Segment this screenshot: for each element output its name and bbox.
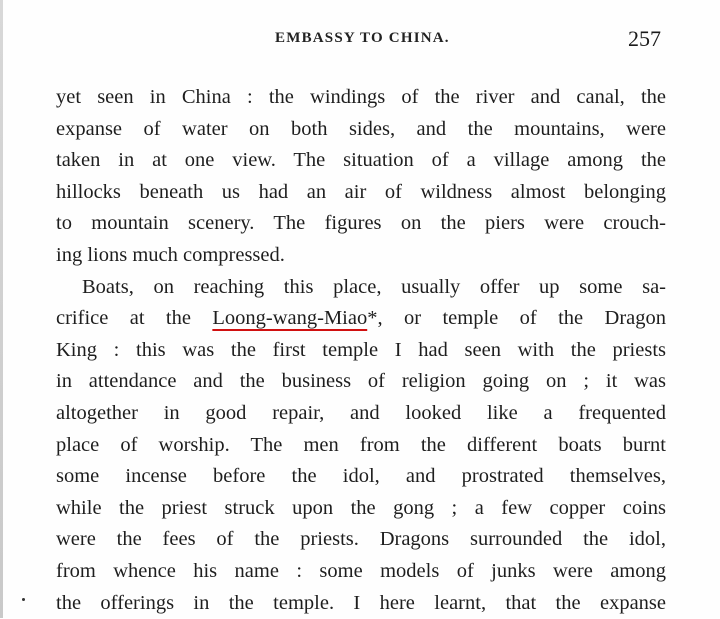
text-line: expanse of water on both sides, and the mountains, were [56, 114, 666, 146]
text-line: from whence his name : some models of junks were among [56, 556, 666, 588]
highlighted-term: Loong-wang-Miao [212, 307, 367, 329]
text-line: ing lions much compressed. [56, 240, 666, 272]
page-number: 257 [628, 26, 661, 52]
text-line: King : this was the first temple I had seen with the priests [56, 335, 666, 367]
running-head-title: EMBASSY TO CHINA. [275, 30, 450, 47]
line-segment: crifice at the [56, 307, 212, 329]
text-line: in attendance and the business of religion going on ; it was [56, 366, 666, 398]
text-line: to mountain scenery. The figures on the piers were crouch- [56, 208, 666, 240]
text-line: yet seen in China : the windings of the river and canal, the [56, 82, 666, 114]
text-line: taken in at one view. The situation of a village among the [56, 145, 666, 177]
line-segment: *, or temple of the Dragon [367, 307, 666, 329]
page-edge-divider [0, 0, 3, 618]
text-line-with-highlight [56, 303, 666, 335]
margin-mark [22, 598, 25, 601]
text-line: altogether in good repair, and looked like a frequented [56, 398, 666, 430]
text-line: were the fees of the priests. Dragons surrounded the idol, [56, 524, 666, 556]
paragraph-start-line: Boats, on reaching this place, usually offer up some sa- [56, 272, 666, 304]
body-text [56, 82, 666, 619]
text-line: some incense before the idol, and prostrated themselves, [56, 461, 666, 493]
text-line: the offerings in the temple. I here learnt, that the expanse [56, 588, 666, 619]
text-line: hillocks beneath us had an air of wildness almost belonging [56, 177, 666, 209]
text-line: while the priest struck upon the gong ; a few copper coins [56, 493, 666, 525]
text-line: place of worship. The men from the different boats burnt [56, 430, 666, 462]
